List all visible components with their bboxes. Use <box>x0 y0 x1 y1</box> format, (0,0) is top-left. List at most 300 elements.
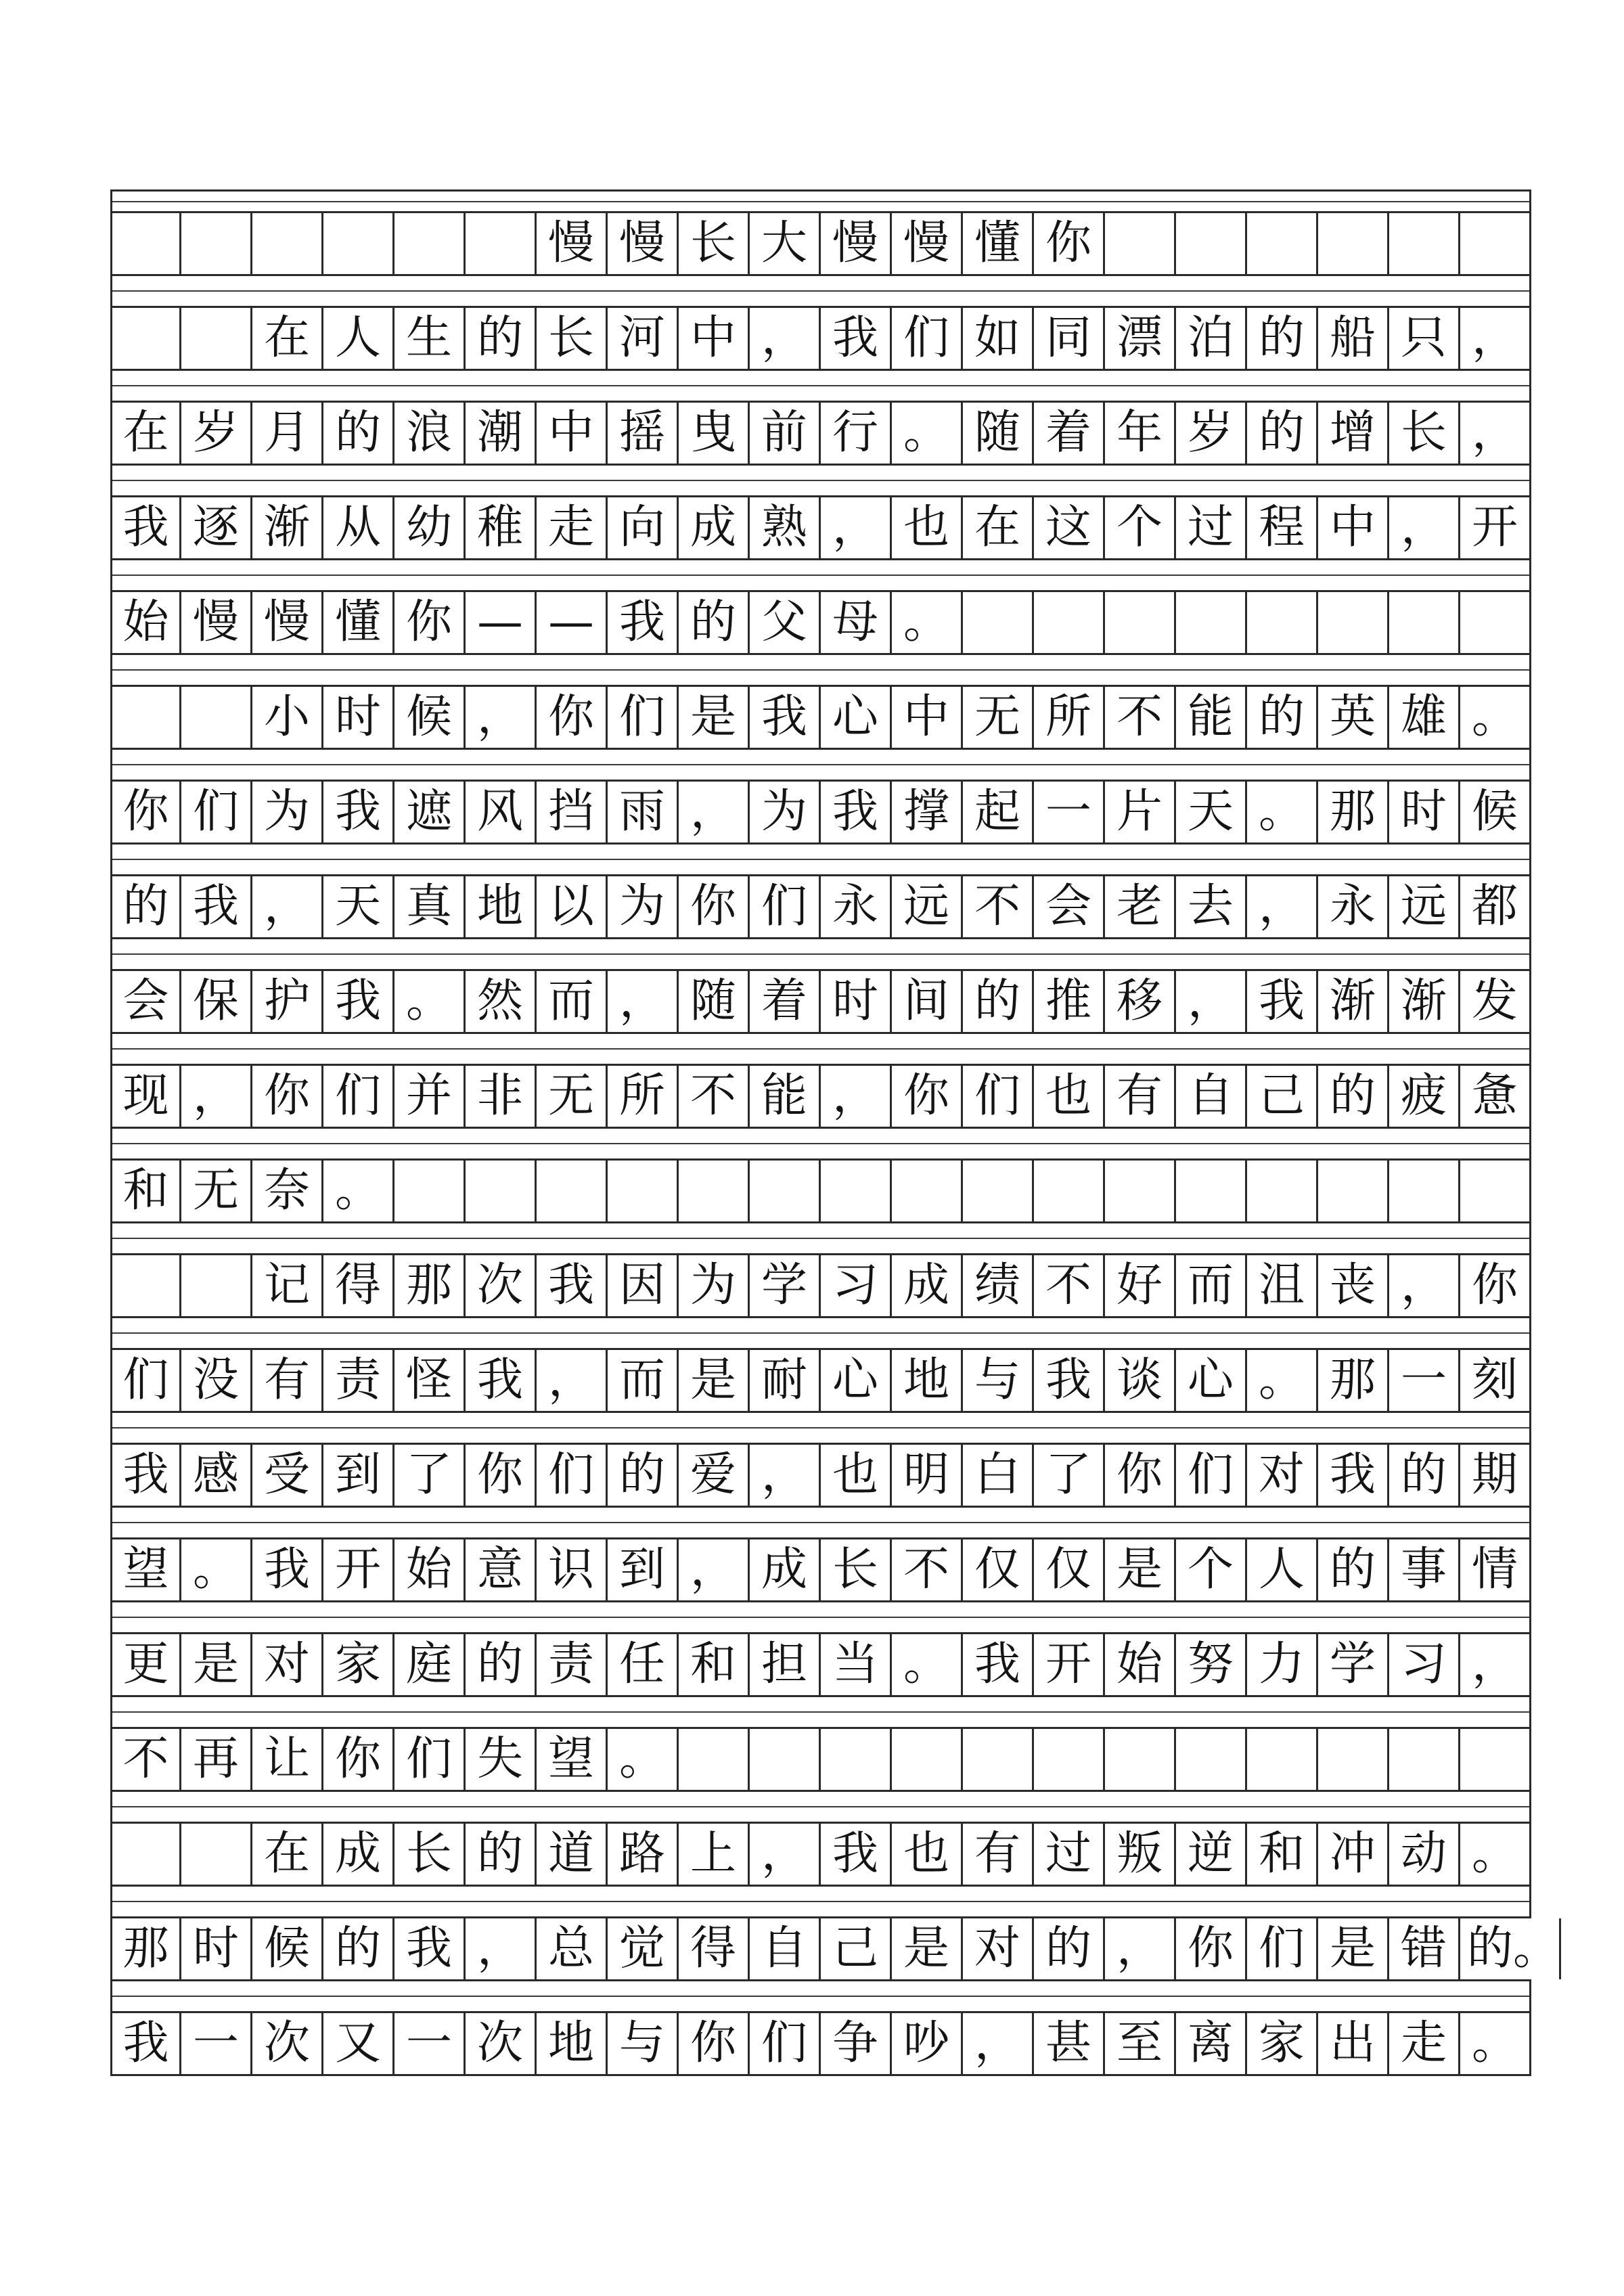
title-char-cell: 你 <box>1034 213 1105 274</box>
grid-cell <box>1460 592 1531 653</box>
grid-cell: 吵 <box>892 2013 963 2074</box>
grid-cell: 对 <box>1247 1445 1318 1506</box>
grid-cell: 我 <box>323 782 394 842</box>
row-spacer <box>110 1697 1531 1727</box>
title-char-cell: 慢 <box>608 213 679 274</box>
row-spacer <box>110 1602 1531 1632</box>
grid-cell: 永 <box>821 876 892 937</box>
grid-cell: 渐 <box>1389 971 1460 1032</box>
grid-row <box>110 1632 1531 1697</box>
grid-cell: ， <box>1460 1634 1531 1695</box>
grid-cell: 慢 <box>252 592 323 653</box>
grid-cell: 望 <box>110 1539 181 1600</box>
grid-cell: 前 <box>750 403 821 464</box>
grid-cell: 力 <box>1247 1634 1318 1695</box>
grid-cell: 是 <box>892 1918 963 1979</box>
grid-cell: 为 <box>608 876 679 937</box>
grid-cell: 不 <box>1105 687 1176 748</box>
grid-cell: 总 <box>537 1918 608 1979</box>
row-spacer <box>110 1887 1531 1916</box>
grid-cell: 挡 <box>537 782 608 842</box>
grid-cell: 冲 <box>1318 1824 1389 1885</box>
grid-cell: ， <box>821 497 892 558</box>
grid-cell: 我 <box>110 2013 181 2074</box>
grid-cell: 你 <box>892 1066 963 1127</box>
grid-cell: 过 <box>1034 1824 1105 1885</box>
grid-cell <box>394 1161 466 1221</box>
grid-cell: 努 <box>1176 1634 1247 1695</box>
grid-cell <box>608 1161 679 1221</box>
grid-cell <box>679 1161 750 1221</box>
grid-cell: 天 <box>323 876 394 937</box>
grid-cell: 的 <box>466 1824 537 1885</box>
grid-cell: 期 <box>1460 1445 1531 1506</box>
grid-cell: 着 <box>1034 403 1105 464</box>
grid-cell: 的 <box>110 876 181 937</box>
grid-cell: 到 <box>323 1445 394 1506</box>
grid-cell <box>1105 592 1176 653</box>
grid-cell: 们 <box>394 1729 466 1790</box>
grid-cell: 始 <box>394 1539 466 1600</box>
grid-cell: 你 <box>679 876 750 937</box>
grid-cell: 们 <box>750 2013 821 2074</box>
grid-cell: ， <box>608 971 679 1032</box>
grid-cell: 开 <box>323 1539 394 1600</box>
grid-cell: 己 <box>821 1918 892 1979</box>
grid-cell: 我 <box>608 592 679 653</box>
grid-cell: 遮 <box>394 782 466 842</box>
grid-cell: ， <box>750 1824 821 1885</box>
grid-cell: ， <box>1389 497 1460 558</box>
grid-cell: 间 <box>892 971 963 1032</box>
row-spacer <box>110 1508 1531 1537</box>
grid-cell: 我 <box>821 308 892 369</box>
grid-cell: 受 <box>252 1445 323 1506</box>
grid-cell: 个 <box>1105 497 1176 558</box>
grid-cell: 我 <box>821 1824 892 1885</box>
grid-cell: 与 <box>963 1350 1034 1411</box>
grid-cell: 们 <box>323 1066 394 1127</box>
grid-cell: 同 <box>1034 308 1105 369</box>
grid-cell: 。 <box>1460 687 1531 748</box>
grid-cell: 我 <box>963 1634 1034 1695</box>
grid-cell: 时 <box>1389 782 1460 842</box>
grid-cell: 自 <box>1176 1066 1247 1127</box>
grid-cell: 有 <box>963 1824 1034 1885</box>
grid-cell: 争 <box>821 2013 892 2074</box>
grid-cell: ， <box>466 1918 537 1979</box>
grid-cell <box>181 308 252 369</box>
grid-cell: 而 <box>608 1350 679 1411</box>
grid-cell: 都 <box>1460 876 1531 937</box>
grid-row <box>110 1158 1531 1223</box>
grid-cell: 白 <box>963 1445 1034 1506</box>
grid-cell: 月 <box>252 403 323 464</box>
grid-row <box>110 1822 1531 1887</box>
grid-cell: ， <box>537 1350 608 1411</box>
grid-cell: 我 <box>537 1255 608 1316</box>
grid-cell: 明 <box>892 1445 963 1506</box>
grid-cell: 你 <box>466 1445 537 1506</box>
grid-cell: 地 <box>892 1350 963 1411</box>
grid-cell: 的。 <box>1460 1918 1561 1979</box>
grid-cell: 保 <box>181 971 252 1032</box>
grid-cell: 那 <box>1318 1350 1389 1411</box>
grid-cell: 这 <box>1034 497 1105 558</box>
grid-cell: 惫 <box>1460 1066 1531 1127</box>
title-char-cell <box>110 213 181 274</box>
grid-cell: 到 <box>608 1539 679 1600</box>
grid-cell: 的 <box>963 971 1034 1032</box>
row-spacer <box>110 371 1531 401</box>
grid-cell: 会 <box>1034 876 1105 937</box>
grid-cell: 。 <box>181 1539 252 1600</box>
grid-cell: 的 <box>1247 308 1318 369</box>
grid-cell: ， <box>1247 876 1318 937</box>
grid-cell: 稚 <box>466 497 537 558</box>
grid-cell: 也 <box>892 497 963 558</box>
grid-cell: 出 <box>1318 2013 1389 2074</box>
grid-cell: 你 <box>537 687 608 748</box>
grid-cell: 我 <box>750 687 821 748</box>
grid-cell: ， <box>750 1445 821 1506</box>
grid-cell: 家 <box>323 1634 394 1695</box>
grid-cell: 走 <box>1389 2013 1460 2074</box>
grid-cell: 候 <box>394 687 466 748</box>
grid-cell: 推 <box>1034 971 1105 1032</box>
grid-cell: 对 <box>963 1918 1034 1979</box>
grid-cell: 移 <box>1105 971 1176 1032</box>
grid-row <box>110 495 1531 560</box>
grid-cell: 我 <box>181 876 252 937</box>
grid-cell: 以 <box>537 876 608 937</box>
grid-cell: 望 <box>537 1729 608 1790</box>
grid-cell: 也 <box>821 1445 892 1506</box>
grid-cell: 地 <box>537 2013 608 2074</box>
grid-cell <box>821 1729 892 1790</box>
grid-cell <box>1460 1161 1531 1221</box>
grid-cell: 护 <box>252 971 323 1032</box>
grid-cell: 为 <box>252 782 323 842</box>
grid-cell: 潮 <box>466 403 537 464</box>
row-spacer <box>110 655 1531 685</box>
grid-cell: 发 <box>1460 971 1531 1032</box>
grid-cell: 的 <box>323 1918 394 1979</box>
grid-cell: 中 <box>679 308 750 369</box>
grid-cell: 我 <box>110 1445 181 1506</box>
grid-cell: 对 <box>252 1634 323 1695</box>
grid-cell: 。 <box>1460 2013 1531 2074</box>
grid-cell: 习 <box>821 1255 892 1316</box>
grid-cell <box>1034 1161 1105 1221</box>
grid-cell: 绩 <box>963 1255 1034 1316</box>
grid-cell: 你 <box>1460 1255 1531 1316</box>
title-char-cell: 慢 <box>892 213 963 274</box>
grid-cell: 走 <box>537 497 608 558</box>
title-char-cell: 大 <box>750 213 821 274</box>
grid-row <box>110 306 1531 371</box>
grid-row <box>110 590 1531 655</box>
grid-cell: 为 <box>679 1255 750 1316</box>
grid-row <box>110 1727 1531 1792</box>
grid-cell: 不 <box>679 1066 750 1127</box>
grid-cell: 们 <box>181 782 252 842</box>
grid-cell: 我 <box>323 971 394 1032</box>
grid-cell: 的 <box>466 308 537 369</box>
grid-cell: 非 <box>466 1066 537 1127</box>
grid-cell: 学 <box>750 1255 821 1316</box>
grid-cell: 不 <box>1034 1255 1105 1316</box>
grid-cell: 你 <box>1105 1445 1176 1506</box>
grid-cell: 无 <box>963 687 1034 748</box>
grid-cell: 觉 <box>608 1918 679 1979</box>
grid-cell <box>963 592 1034 653</box>
grid-cell: 随 <box>963 403 1034 464</box>
grid-cell: 现 <box>110 1066 181 1127</box>
grid-cell: 的 <box>1247 687 1318 748</box>
grid-cell: 疲 <box>1389 1066 1460 1127</box>
grid-cell: ， <box>1460 403 1531 464</box>
grid-row <box>110 1916 1560 1981</box>
grid-cell: 耐 <box>750 1350 821 1411</box>
grid-cell: 次 <box>466 2013 537 2074</box>
title-char-cell <box>1460 213 1531 274</box>
grid-cell: 起 <box>963 782 1034 842</box>
grid-cell: 是 <box>679 687 750 748</box>
grid-cell: 我 <box>1247 971 1318 1032</box>
grid-cell: 所 <box>608 1066 679 1127</box>
grid-cell: 也 <box>1034 1066 1105 1127</box>
row-spacer <box>110 1792 1531 1822</box>
grid-cell: 会 <box>110 971 181 1032</box>
writing-grid <box>110 189 1560 2076</box>
grid-cell: 地 <box>466 876 537 937</box>
grid-row <box>110 874 1531 939</box>
grid-cell: 英 <box>1318 687 1389 748</box>
grid-cell: 次 <box>466 1255 537 1316</box>
grid-cell: 也 <box>892 1824 963 1885</box>
grid-cell: 了 <box>1034 1445 1105 1506</box>
grid-cell: 人 <box>323 308 394 369</box>
title-char-cell <box>181 213 252 274</box>
grid-cell: 一 <box>1389 1350 1460 1411</box>
grid-cell: 我 <box>252 1539 323 1600</box>
grid-cell: 天 <box>1176 782 1247 842</box>
grid-cell: 你 <box>323 1729 394 1790</box>
title-char-cell: 懂 <box>963 213 1034 274</box>
grid-cell: 识 <box>537 1539 608 1600</box>
grid-cell: 你 <box>252 1066 323 1127</box>
grid-cell: 我 <box>1318 1445 1389 1506</box>
grid-cell: 庭 <box>394 1634 466 1695</box>
grid-cell: 渐 <box>1318 971 1389 1032</box>
grid-cell: 然 <box>466 971 537 1032</box>
grid-cell: 一 <box>394 2013 466 2074</box>
grid-cell <box>110 308 181 369</box>
grid-cell: 岁 <box>181 403 252 464</box>
grid-cell: 路 <box>608 1824 679 1885</box>
grid-cell: 叛 <box>1105 1824 1176 1885</box>
grid-cell <box>1176 1161 1247 1221</box>
grid-cell: 过 <box>1176 497 1247 558</box>
grid-cell: 如 <box>963 308 1034 369</box>
grid-cell: 是 <box>679 1350 750 1411</box>
grid-cell: 中 <box>892 687 963 748</box>
grid-row <box>110 1253 1531 1318</box>
row-spacer <box>110 1034 1531 1064</box>
grid-cell <box>110 687 181 748</box>
grid-cell: 开 <box>1460 497 1531 558</box>
grid-row <box>110 969 1531 1034</box>
grid-cell: 成 <box>679 497 750 558</box>
grid-row <box>110 1348 1531 1413</box>
grid-cell: 无 <box>537 1066 608 1127</box>
grid-cell: 曳 <box>679 403 750 464</box>
grid-cell: ， <box>821 1066 892 1127</box>
grid-cell: 刻 <box>1460 1350 1531 1411</box>
grid-cell <box>110 1255 181 1316</box>
grid-cell: 得 <box>323 1255 394 1316</box>
grid-cell <box>963 1729 1034 1790</box>
grid-cell: 候 <box>1460 782 1531 842</box>
title-char-cell <box>394 213 466 274</box>
grid-cell: 增 <box>1318 403 1389 464</box>
grid-cell: 你 <box>394 592 466 653</box>
title-char-cell: 慢 <box>821 213 892 274</box>
grid-cell: 始 <box>110 592 181 653</box>
grid-cell: 只 <box>1389 308 1460 369</box>
grid-cell: 了 <box>394 1445 466 1506</box>
grid-cell: 是 <box>1105 1539 1176 1600</box>
grid-cell: 一 <box>181 2013 252 2074</box>
grid-cell: 成 <box>892 1255 963 1316</box>
grid-row <box>110 1443 1531 1508</box>
grid-cell: 成 <box>750 1539 821 1600</box>
grid-cell: 道 <box>537 1824 608 1885</box>
grid-cell: 。 <box>1247 782 1318 842</box>
grid-row <box>110 2011 1531 2076</box>
row-spacer <box>110 560 1531 590</box>
grid-cell: 家 <box>1247 2013 1318 2074</box>
grid-cell: 我 <box>466 1350 537 1411</box>
grid-cell: 老 <box>1105 876 1176 937</box>
grid-cell: 的 <box>466 1634 537 1695</box>
grid-cell <box>1247 592 1318 653</box>
grid-cell: 永 <box>1318 876 1389 937</box>
row-spacer <box>110 1413 1531 1443</box>
grid-cell: 的 <box>323 403 394 464</box>
grid-cell: 的 <box>1389 1445 1460 1506</box>
grid-cell: ， <box>1176 971 1247 1032</box>
grid-cell: 时 <box>821 971 892 1032</box>
grid-cell <box>1318 1161 1389 1221</box>
grid-cell: 摇 <box>608 403 679 464</box>
grid-cell <box>1034 1729 1105 1790</box>
grid-cell: 。 <box>1460 1824 1531 1885</box>
grid-cell: 幼 <box>394 497 466 558</box>
grid-cell: 风 <box>466 782 537 842</box>
grid-cell <box>181 1255 252 1316</box>
grid-cell: 那 <box>1318 782 1389 842</box>
grid-cell: 当 <box>821 1634 892 1695</box>
grid-cell: 年 <box>1105 403 1176 464</box>
grid-cell: 不 <box>110 1729 181 1790</box>
grid-cell <box>821 1161 892 1221</box>
grid-cell: ， <box>1105 1918 1176 1979</box>
grid-cell <box>1389 1729 1460 1790</box>
grid-cell <box>1247 1729 1318 1790</box>
grid-cell: ， <box>963 2013 1034 2074</box>
grid-cell: 始 <box>1105 1634 1176 1695</box>
grid-cell: 。 <box>323 1161 394 1221</box>
grid-cell: 。 <box>394 971 466 1032</box>
grid-cell: 我 <box>394 1918 466 1979</box>
grid-cell: 得 <box>679 1918 750 1979</box>
grid-cell: ， <box>181 1066 252 1127</box>
grid-cell <box>963 1161 1034 1221</box>
grid-cell <box>1034 592 1105 653</box>
grid-cell: 长 <box>821 1539 892 1600</box>
grid-row <box>110 1537 1531 1602</box>
grid-cell: 。 <box>892 1634 963 1695</box>
grid-cell: 是 <box>1318 1918 1389 1979</box>
grid-cell: 又 <box>323 2013 394 2074</box>
grid-cell: 至 <box>1105 2013 1176 2074</box>
row-spacer <box>110 1981 1531 2011</box>
grid-cell: 那 <box>110 1918 181 1979</box>
grid-cell: 我 <box>110 497 181 558</box>
grid-cell: 在 <box>963 497 1034 558</box>
grid-cell: 逐 <box>181 497 252 558</box>
grid-cell: 让 <box>252 1729 323 1790</box>
grid-cell: 任 <box>608 1634 679 1695</box>
grid-cell: 随 <box>679 971 750 1032</box>
grid-cell: 感 <box>181 1445 252 1506</box>
grid-cell: 学 <box>1318 1634 1389 1695</box>
title-char-cell: 慢 <box>537 213 608 274</box>
grid-cell: 你 <box>679 2013 750 2074</box>
grid-cell: 担 <box>750 1634 821 1695</box>
grid-cell: 我 <box>821 782 892 842</box>
grid-cell: 的 <box>1247 403 1318 464</box>
grid-cell: 们 <box>1247 1918 1318 1979</box>
grid-cell: 和 <box>1247 1824 1318 1885</box>
grid-cell: 船 <box>1318 308 1389 369</box>
grid-row <box>110 685 1531 750</box>
grid-cell: 不 <box>963 876 1034 937</box>
grid-cell: 你 <box>1176 1918 1247 1979</box>
row-spacer <box>110 1318 1531 1348</box>
grid-cell: 我 <box>1034 1350 1105 1411</box>
title-char-cell <box>1176 213 1247 274</box>
grid-cell: 渐 <box>252 497 323 558</box>
grid-cell: 行 <box>821 403 892 464</box>
grid-cell <box>181 1824 252 1885</box>
grid-cell: 去 <box>1176 876 1247 937</box>
grid-cell: 慢 <box>181 592 252 653</box>
grid-cell: 远 <box>892 876 963 937</box>
grid-cell: 能 <box>1176 687 1247 748</box>
grid-cell: 中 <box>537 403 608 464</box>
grid-cell: 们 <box>1176 1445 1247 1506</box>
grid-cell: ， <box>1460 308 1531 369</box>
grid-cell: 失 <box>466 1729 537 1790</box>
grid-cell: 离 <box>1176 2013 1247 2074</box>
grid-cell: 而 <box>537 971 608 1032</box>
grid-cell: 次 <box>252 2013 323 2074</box>
grid-cell: 生 <box>394 308 466 369</box>
grid-cell: 漂 <box>1105 308 1176 369</box>
